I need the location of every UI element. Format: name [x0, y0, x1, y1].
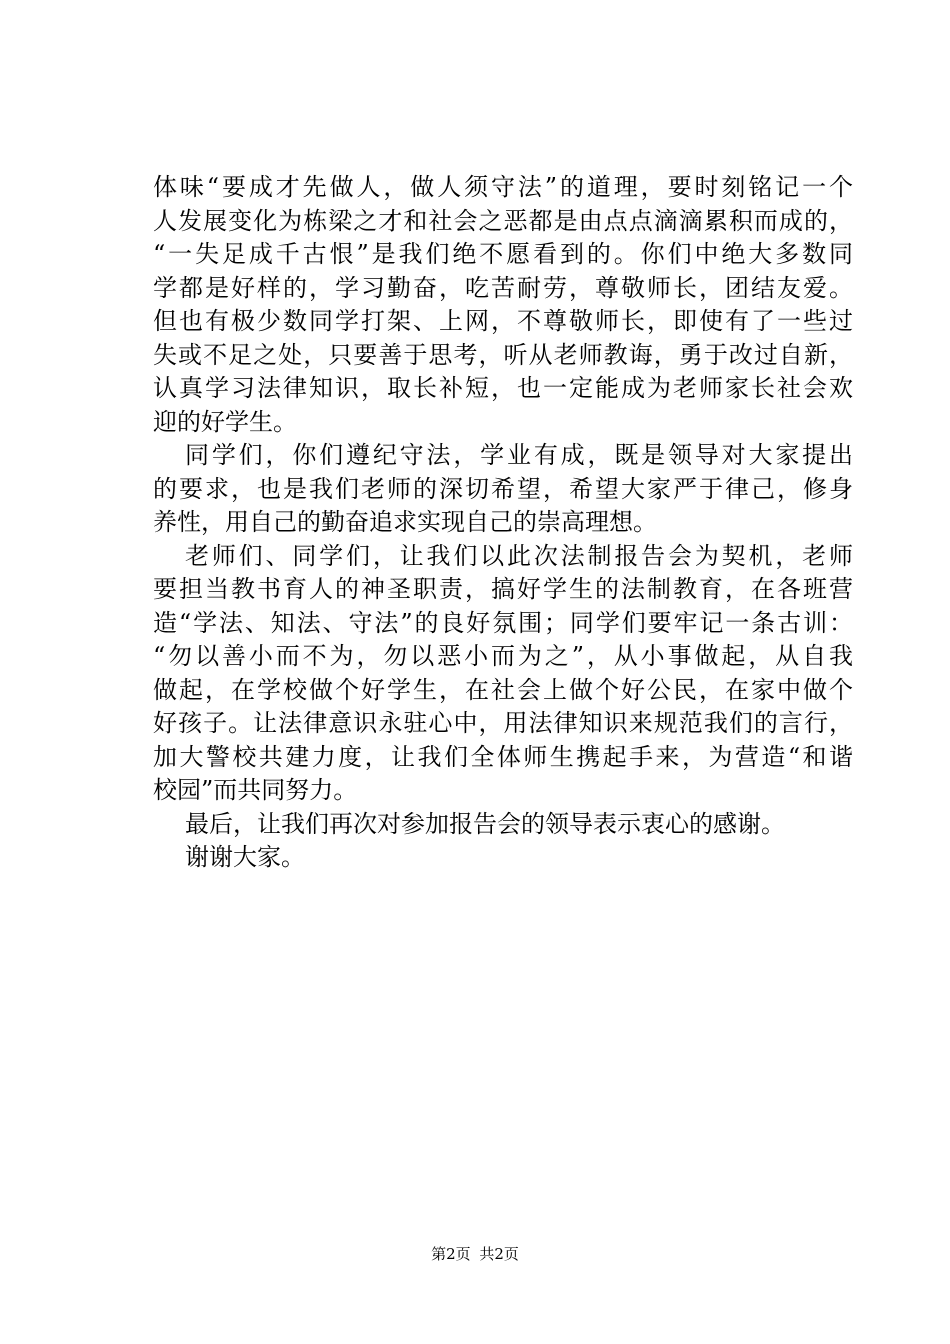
text-line: 老师们、同学们，让我们以此次法制报告会为契机，老师 — [185, 541, 853, 570]
text-line: 但也有极少数同学打架、上网，不尊敬师长，即使有了一些过 — [153, 307, 853, 335]
text-line: 最后，让我们再次对参加报告会的领导表示衷心的感谢。 — [185, 809, 785, 838]
text-line: “勿以善小而不为，勿以恶小而为之”，从小事做起，从自我 — [153, 642, 853, 670]
paragraph-5 — [153, 841, 853, 875]
text-line: 失或不足之处，只要善于思考，听从老师教诲，勇于改过自新， — [153, 340, 853, 369]
document-body — [153, 171, 853, 875]
text-line: “一失足成千古恨”是我们绝不愿看到的。你们中绝大多数同 — [153, 240, 853, 268]
paragraph-3 — [153, 540, 853, 808]
page-number: 第2页 — [431, 1245, 471, 1263]
text-line: 养性，用自己的勤奋追求实现自己的崇高理想。 — [153, 508, 657, 536]
text-line: 谢谢大家。 — [185, 843, 305, 871]
text-line: 校园”而共同努力。 — [153, 776, 358, 804]
text-line: 加大警校共建力度，让我们全体师生携起手来，为营造“和谐 — [153, 742, 853, 771]
paragraph-4 — [153, 808, 853, 842]
text-line: 要担当教书育人的神圣职责，搞好学生的法制教育，在各班营 — [153, 575, 853, 603]
text-line: 迎的好学生。 — [153, 407, 297, 436]
text-line: 学都是好样的，学习勤奋，吃苦耐劳，尊敬师长，团结友爱。 — [153, 273, 853, 302]
text-line: 认真学习法律知识，取长补短，也一定能成为老师家长社会欢 — [153, 374, 853, 402]
text-line: 做起，在学校做个好学生，在社会上做个好公民，在家中做个 — [153, 675, 853, 704]
text-line: 体味“要成才先做人，做人须守法”的道理，要时刻铭记一个 — [153, 173, 853, 201]
text-line: 造“学法、知法、守法”的良好氛围；同学们要牢记一条古训： — [153, 608, 853, 637]
text-line: 人发展变化为栋梁之才和社会之恶都是由点点滴滴累积而成的， — [153, 206, 853, 235]
page-footer — [0, 1244, 950, 1264]
paragraph-1 — [153, 171, 853, 439]
text-line: 好孩子。让法律意识永驻心中，用法律知识来规范我们的言行， — [153, 709, 853, 737]
text-line: 的要求，也是我们老师的深切希望，希望大家严于律己，修身 — [153, 474, 853, 503]
paragraph-2 — [153, 439, 853, 540]
page-total: 共2页 — [479, 1245, 519, 1263]
text-line: 同学们，你们遵纪守法，学业有成，既是领导对大家提出 — [185, 441, 853, 469]
